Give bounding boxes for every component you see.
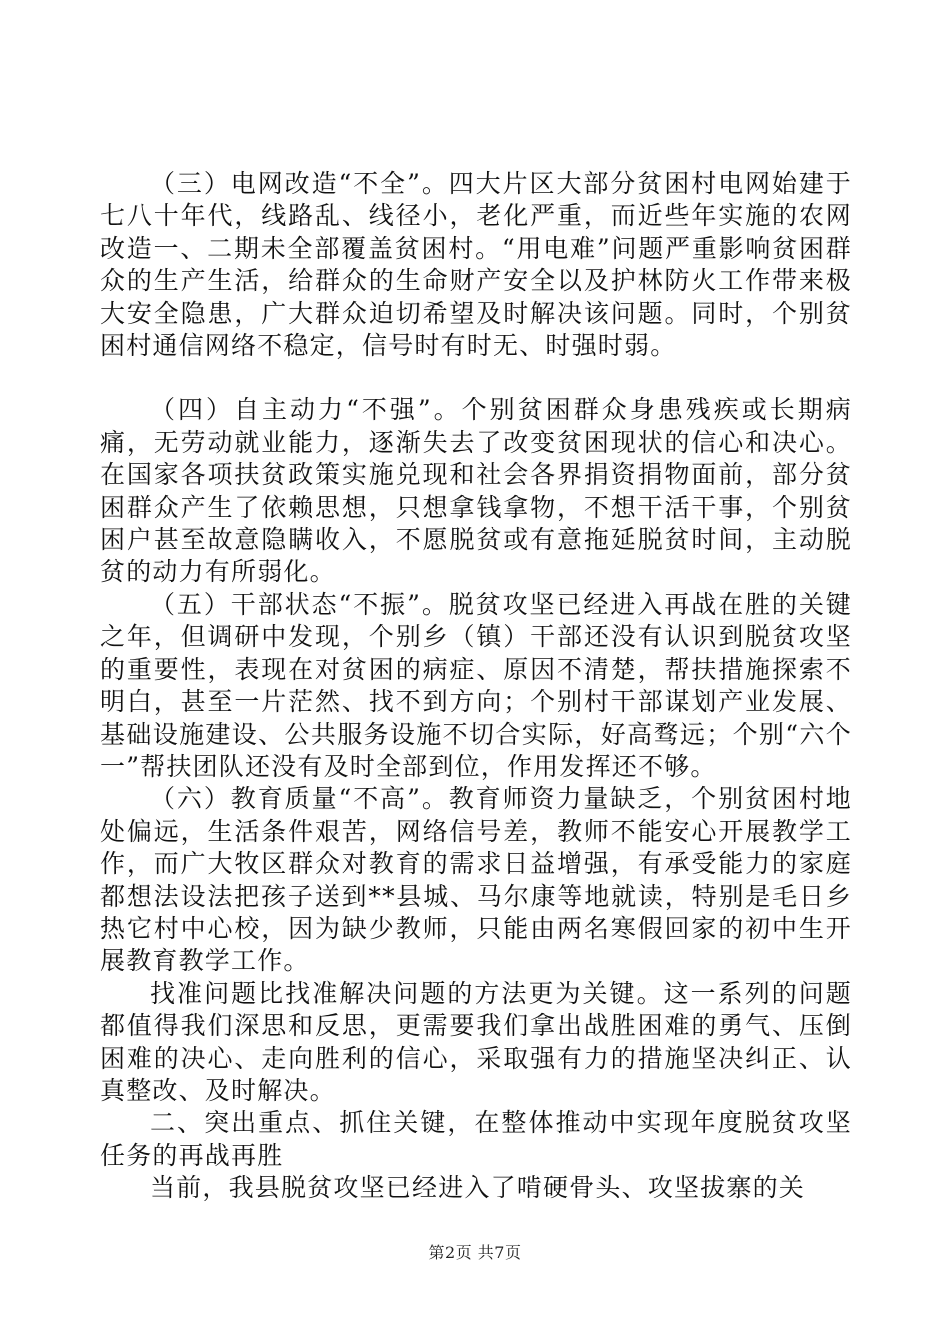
document-body	[100, 168, 852, 1205]
page-number-footer: 第2页 共7页	[428, 1243, 522, 1262]
paragraph-power-grid: （三）电网改造“不全”。四大片区大部分贫困村电网始建于七八十年代，线路乱、线径小，老化严重，而近些年实施的农网改造一、二期未全部覆盖贫困村。“用电难”问题严重影响贫困群众的生产生活，给群众的生命财产安全以及护林防火工作带来极大安全隐患，广大群众迫切希望及时解决该问题。同时，个别贫困村通信网络不稳定，信号时有时无、时强时弱。	[100, 169, 852, 361]
paragraph-cadre-status: （五）干部状态“不振”。脱贫攻坚已经进入再战在胜的关键之年，但调研中发现，个别乡（镇）干部还没有认识到脱贫攻坚的重要性，表现在对贫困的病症、原因不清楚，帮扶措施探索不明白，甚至一片茫然、找不到方向；个别村干部谋划产业发展、基础设施建设、公共服务设施不切合实际，好高骛远；个别“六个一”帮扶团队还没有及时全部到位，作用发挥还不够。	[100, 589, 852, 781]
section-heading-two: 二、突出重点、抓住关键，在整体推动中实现年度脱贫攻坚任务的再战再胜	[100, 1108, 852, 1170]
paragraph-education-quality: （六）教育质量“不高”。教育师资力量缺乏，个别贫困村地处偏远，生活条件艰苦，网络信号差，教师不能安心开展教学工作，而广大牧区群众对教育的需求日益增强，有承受能力的家庭都想法设法把孩子送到**县城、马尔康等地就读，特别是毛日乡热它村中心校，因为缺少教师，只能由两名寒假回家的初中生开展教育教学工作。	[100, 784, 852, 976]
paragraph-current-status: 当前，我县脱贫攻坚已经进入了啃硬骨头、攻坚拔寨的关	[150, 1173, 806, 1203]
paragraph-self-motivation: （四）自主动力“不强”。个别贫困群众身患残疾或长期病痛，无劳动就业能力，逐渐失去了改变贫困现状的信心和决心。在国家各项扶贫政策实施兑现和社会各界捐资捐物面前，部分贫困群众产生了依赖思想，只想拿钱拿物，不想干活干事，个别贫困户甚至故意隐瞒收入，不愿脱贫或有意拖延脱贫时间，主动脱贫的动力有所弱化。	[100, 395, 852, 587]
paragraph-problem-summary: 找准问题比找准解决问题的方法更为关键。这一系列的问题都值得我们深思和反思，更需要我们拿出战胜困难的勇气、压倒困难的决心、走向胜利的信心，采取强有力的措施坚决纠正、认真整改、及时解决。	[100, 978, 852, 1105]
